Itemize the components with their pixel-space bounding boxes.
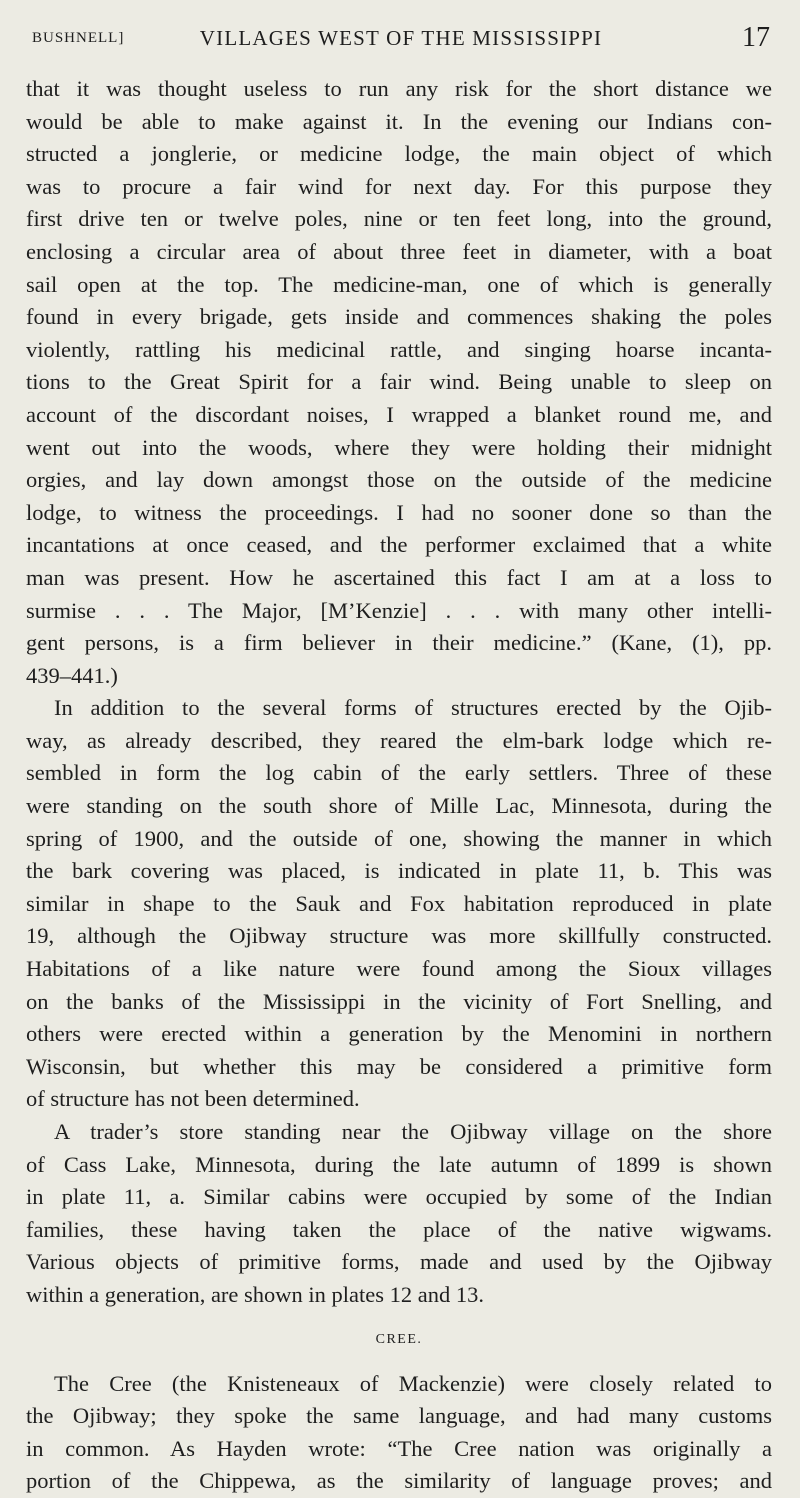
text-line: Various objects of primitive forms, made and used by the Ojibway <box>26 1249 772 1275</box>
text-line: incantations at once ceased, and the performer exclaimed that a white <box>26 532 772 558</box>
text-line: was to procure a fair wind for next day. For this purpose they <box>26 173 772 199</box>
running-head-author: BUSHNELL] <box>32 30 125 46</box>
body-text <box>26 73 772 1498</box>
text-line: surmise . . . The Major, [M’Kenzie] . . . with many other intelli- <box>26 597 772 623</box>
text-line: enclosing a circular area of about three feet in diameter, with a boat <box>26 238 772 264</box>
text-line: families, these having taken the place of the native wigwams. <box>26 1216 772 1242</box>
text-line: similar in shape to the Sauk and Fox habitation reproduced in plate <box>26 890 772 916</box>
text-line: would be able to make against it. In the evening our Indians con- <box>26 108 772 134</box>
text-line: The Cree (the Knisteneaux of Mackenzie) were closely related to <box>54 1370 772 1396</box>
text-line: went out into the woods, where they were holding their midnight <box>26 434 772 460</box>
text-line: 19, although the Ojibway structure was more skillfully constructed. <box>26 923 772 949</box>
paragraph-2 <box>26 692 772 1116</box>
text-line: Wisconsin, but whether this may be considered a primitive form <box>26 1053 772 1079</box>
running-head-title: VILLAGES WEST OF THE MISSISSIPPI <box>199 26 603 50</box>
text-line: the Ojibway; they spoke the same language, and had many customs <box>26 1403 772 1429</box>
text-line: tions to the Great Spirit for a fair wind. Being unable to sleep on <box>26 369 772 395</box>
text-line: Habitations of a like nature were found among the Sioux villages <box>26 956 772 982</box>
paragraph-3 <box>26 1116 772 1312</box>
text-line: In addition to the several forms of structures erected by the Ojib- <box>54 695 772 721</box>
text-line: in common. As Hayden wrote: “The Cree nation was originally a <box>26 1435 772 1461</box>
text-line: A trader’s store standing near the Ojibway village on the shore <box>54 1119 772 1144</box>
text-line: within a generation, are shown in plates 12 and 13. <box>26 1281 485 1307</box>
text-line: sail open at the top. The medicine-man, one of which is generally <box>26 271 772 297</box>
running-head <box>24 18 778 58</box>
text-line: 439–441.) <box>26 662 118 688</box>
text-line: violently, rattling his medicinal rattle, and singing hoarse incanta- <box>26 336 772 362</box>
text-line: on the banks of the Mississippi in the vicinity of Fort Snelling, and <box>26 988 772 1014</box>
text-line: orgies, and lay down amongst those on the outside of the medicine <box>26 467 772 493</box>
section-heading-cree: CREE. <box>375 1331 423 1347</box>
paragraph-4 <box>26 1368 772 1498</box>
text-line: of Cass Lake, Minnesota, during the late autumn of 1899 is shown <box>26 1151 772 1177</box>
text-line: were standing on the south shore of Mille Lac, Minnesota, during the <box>26 793 772 819</box>
text-line: that it was thought useless to run any risk for the short distance we <box>26 76 772 101</box>
text-line: spring of 1900, and the outside of one, showing the manner in which <box>26 825 772 851</box>
text-line: others were erected within a generation by the Menomini in northern <box>26 1021 772 1047</box>
text-line: found in every brigade, gets inside and commences shaking the poles <box>26 304 772 330</box>
text-line: lodge, to witness the proceedings. I had no sooner done so than the <box>26 499 772 525</box>
text-line: of structure has not been determined. <box>26 1086 360 1112</box>
paragraph-1 <box>26 73 772 692</box>
text-line: portion of the Chippewa, as the similarity of language proves; and <box>26 1468 772 1494</box>
text-line: first drive ten or twelve poles, nine or ten feet long, into the ground, <box>26 206 772 232</box>
text-line: way, as already described, they reared the elm-bark lodge which re- <box>26 727 772 753</box>
text-line: the bark covering was placed, is indicated in plate 11, b. This was <box>26 858 772 884</box>
text-line: sembled in form the log cabin of the early settlers. Three of these <box>26 760 772 786</box>
text-line: gent persons, is a firm believer in their medicine.” (Kane, (1), pp. <box>26 630 772 656</box>
text-line: structed a jonglerie, or medicine lodge, the main object of which <box>26 141 772 167</box>
page-number: 17 <box>742 22 770 53</box>
text-line: account of the discordant noises, I wrapped a blanket round me, and <box>26 401 772 427</box>
text-line: man was present. How he ascertained this fact I am at a loss to <box>26 564 772 590</box>
text-line: in plate 11, a. Similar cabins were occupied by some of the Indian <box>26 1184 772 1210</box>
